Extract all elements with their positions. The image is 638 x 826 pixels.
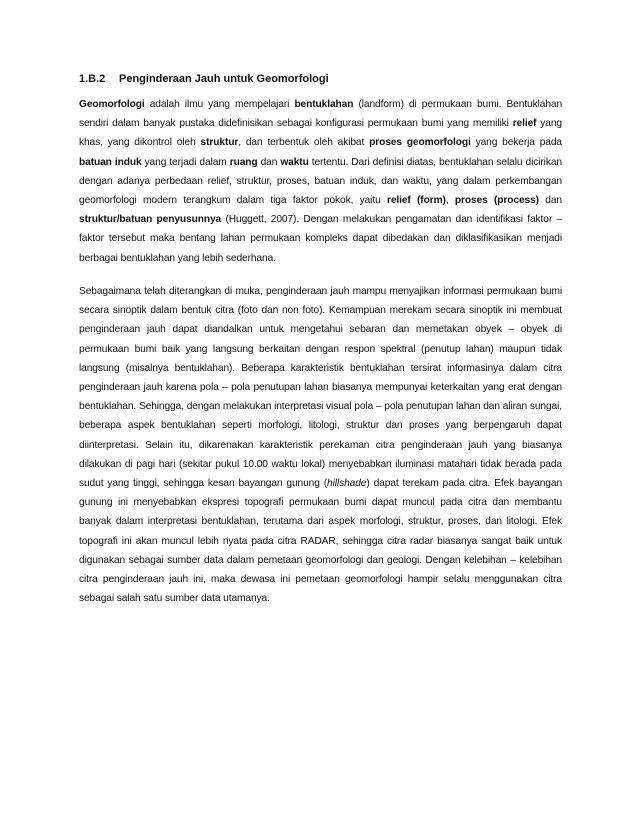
text-run: yang terjadi dalam (141, 156, 230, 168)
term-struktur: struktur (200, 137, 239, 149)
text-run: Sebagaimana telah diterangkan di muka, penginderaan jauh mampu menyajikan informasi permukaan bumi secara sinoptik dalam bentuk citra (foto dan non foto). Kemampuan merekam secara sinoptik ini membuat penginderaan jauh dapat diandalkan untuk mengetahui sebaran dan memetakan obyek – obyek di permukaan bumi baik yang langsung berkaitan dengan respon spektral (penutup lahan) maupun tidak langsung (misalnya bentuklahan). Beberapa karakteristik bentuklahan tersirat informasinya dalam citra penginderaan jauh karena pola – pola penutupan lahan biasanya mempunyai keterkaitan yang erat dengan bentuklahan. Sehingga, dengan melakukan interpretasi visual pola – pola penutupan lahan dan aliran sungai, beberapa aspek bentuklahan seperti morfologi, litologi, struktur dan proses yang berpengaruh dapat diinterpretasi. Selain itu, dikarenakan karakteristik perekaman citra penginderaan jauh yang biasanya dilakukan di pagi hari (sekitar pukul 10.00 waktu lokal) menyebabkan iluminasi matahari tidak berada pada sudut yang tinggi, sehingga kesan bayangan gunung ( (79, 286, 562, 490)
term-relief: relief (512, 118, 537, 130)
section-heading (79, 71, 559, 87)
term-relief-form: relief (form) (386, 195, 446, 207)
text-run: yang bekerja pada (470, 137, 563, 149)
text-run: ) dapat terekam pada citra. Efek bayangan gunung ini menyebabkan ekspresi topografi permukaan bumi dapat muncul pada citra dan membantu banyak dalam interpretasi bentuklahan, terutama dari aspek morfologi, struktur, proses, dan litologi. Efek topografi ini akan muncul lebih nyata pada citra RADAR, sehingga citra radar biasanya sangat baik untuk digunakan sebagai sumber data dalam pemetaan geomorfologi dan geologi. Dengan kelebihan – kelebihan citra penginderaan jauh ini, maka dewasa ini pemetaan geomorfologi hampir selalu menggunakan citra sebagai salah satu sumber data utamanya. (79, 478, 563, 605)
term-proses-process: proses (process) (454, 195, 539, 207)
term-ruang: ruang (229, 156, 258, 168)
term-bentuklahan: bentuklahan (294, 99, 354, 110)
term-batuan-induk: batuan induk (79, 156, 142, 168)
paragraph-geomorfologi-definition (79, 95, 562, 268)
term-proses-geomorfologi: proses geomorfologi (369, 137, 471, 149)
text-run: , dan terbentuk oleh akibat (238, 137, 370, 149)
paragraph-remote-sensing (79, 282, 562, 608)
text-run: dan (257, 156, 281, 168)
text-run: (landform) di permukaan bumi. Bentuklahan sendiri dalam banyak pustaka didefinisikan sebagai konfigurasi permukaan bumi yang memiliki (79, 99, 563, 130)
term-struktur-batuan: struktur/batuan penyusunnya (79, 214, 222, 226)
term-hillshade: hillshade (327, 478, 367, 490)
text-run: adalah ilmu yang mempelajari (144, 99, 295, 110)
section-number: 1.B.2 (79, 73, 106, 85)
text-run: yang khas, yang dikontrol oleh (79, 118, 562, 149)
term-geomorfologi: Geomorfologi (79, 99, 145, 110)
term-waktu: waktu (280, 156, 309, 168)
text-run: tertentu. Dari definisi diatas, bentuklahan selalu dicirikan dengan adanya perbedaan relief, struktur, proses, batuan induk, dan waktu, yang dalam perkembangan geomorfologi modern terangkum dalam tiga faktor pokok, yaitu (79, 156, 562, 207)
section-title: Penginderaan Jauh untuk Geomorfologi (119, 73, 329, 85)
text-run: , (445, 195, 455, 207)
text-run: (Huggett, 2007). Dengan melakukan pengamatan dan identifikasi faktor – faktor tersebut maka bentang lahan permukaan kompleks dapat dibedakan dan diklasifikasikan menjadi berbagai bentuklahan yang lebih sederhana. (79, 214, 563, 264)
text-run: dan (538, 195, 562, 207)
